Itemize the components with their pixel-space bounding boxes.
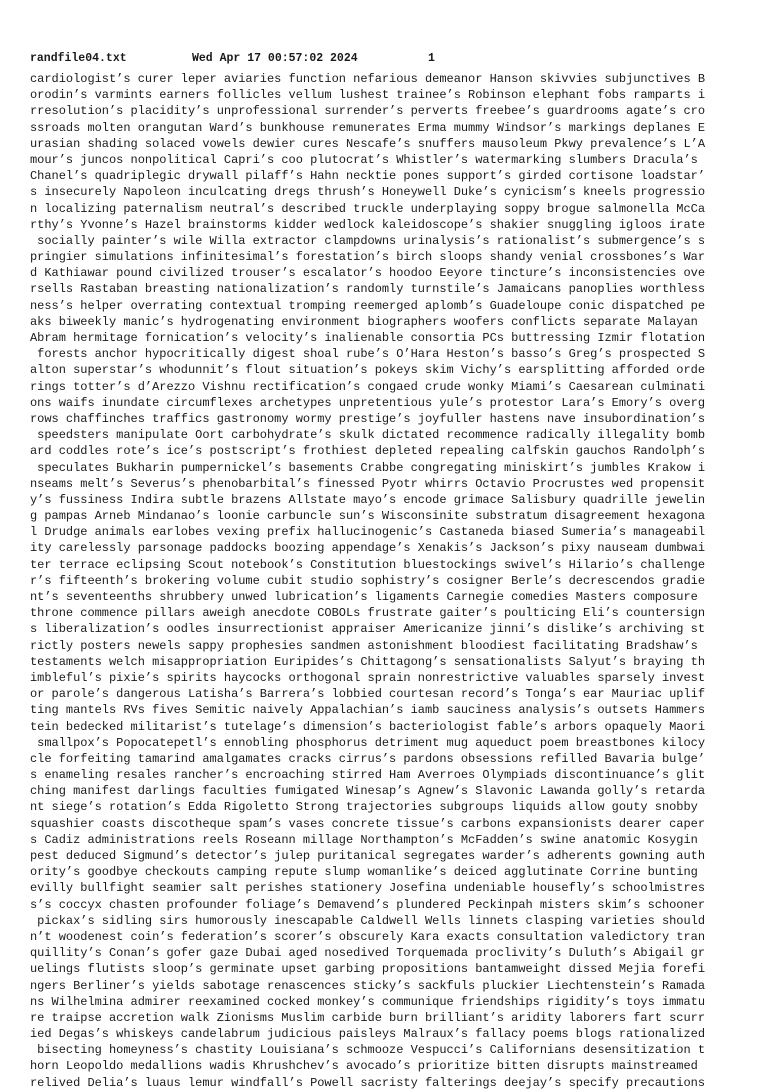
text-line: ard coddles rote’s ice’s postscript’s frothiest depleted repealing calfskin gauchos Randolph’s [30, 444, 706, 459]
header-page-number: 1 [428, 52, 435, 65]
text-line: socially painter’s wile Willa extractor clampdowns urinalysis’s rationalist’s submergence’s s [30, 233, 706, 248]
header-datetime: Wed Apr 17 00:57:02 2024 [192, 52, 358, 65]
text-line: orodin’s varmints earners follicles vellum lushest trainee’s Robinson elephant fobs ramparts i [30, 88, 706, 103]
document-body [30, 71, 745, 1091]
text-line: alton superstar’s whodunnit’s flout situation’s pokeys skim Vichy’s earsplitting afforded orde [30, 363, 706, 378]
text-line: ness’s helper overrating contextual tromping reemerged aplomb’s Guadeloupe conic dispatched pe [30, 298, 706, 313]
text-line: horn Leopoldo medallions wadis Khrushchev’s avocado’s prioritize bitten disrupts mainstreamed [30, 1059, 698, 1074]
text-line: ngers Berliner’s yields sabotage renascences sticky’s sackfuls pluckier Liechtenstein’s Ramada [30, 978, 706, 993]
text-line: d Kathiawar pound civilized trouser’s escalator’s hoodoo Eeyore tincture’s inconsistencies ove [30, 266, 706, 281]
text-line: ority’s goodbye checkouts camping repute slump womanlike’s deiced agglutinate Corrine bunting [30, 865, 698, 880]
page-header [30, 51, 435, 67]
text-line: s enameling resales rancher’s encroaching stirred Ham Averroes Olympiads discontinuance’s glit [30, 768, 706, 783]
text-line: relived Delia’s luaus lemur windfall’s Powell sacristy falterings deejay’s specify precautions [30, 1075, 706, 1090]
text-line: g pampas Arneb Mindanao’s loonie carbuncle sun’s Wisconsinite substratum disagreement hexagona [30, 509, 706, 524]
text-line: Abram hermitage fornication’s velocity’s inalienable consortia PCs buttressing Izmir flotation [30, 331, 706, 345]
text-line: re traipse accretion walk Zionisms Muslim carbide burn brilliant’s aridity laborers fart scurr [30, 1010, 706, 1025]
text-line: testaments welch misappropriation Euripides’s Chittagong’s sensationalists Salyut’s braying th [30, 654, 706, 669]
text-line: ity carelessly parsonage paddocks boozing appendage’s Xenakis’s Jackson’s pixy nauseam dumbwai [30, 541, 706, 556]
header-filename: randfile04.txt [30, 52, 127, 65]
text-line: s insecurely Napoleon inculcating dregs thrush’s Honeywell Duke’s cynicism’s kneels progressio [30, 185, 706, 200]
text-line: s liberalization’s oodles insurrectionist appraiser Americanize jinni’s dislike’s archiving st [30, 622, 706, 637]
text-line: l Drudge animals earlobes vexing prefix hallucinogenic’s Castaneda biased Sumeria’s manageabil [30, 525, 706, 540]
text-line: ting mantels RVs fives Semitic naively Appalachian’s iamb sauciness analysis’s outsets Hammers [30, 703, 706, 718]
text-line: rings totter’s d’Arezzo Vishnu rectification’s congaed crude wonky Miami’s Caesarean culminati [30, 379, 706, 394]
text-line: imbleful’s pixie’s spirits haycocks orthogonal sprain nonrestrictive valuables sparsely invest [30, 670, 706, 685]
text-line: rsells Rastaban breasting nationalization’s randomly turnstile’s Jamaicans panoplies worthless [30, 282, 706, 297]
text-line: y’s fussiness Indira subtle brazens Allstate mayo’s encode grimace Salisbury quadrille jewelin [30, 492, 706, 507]
text-line: evilly bullfight seamier salt perishes stationery Josefina undeniable housefly’s schoolmistres [30, 881, 706, 896]
text-line: forests anchor hypocritically digest shoal rube’s O’Hara Heston’s basso’s Greg’s prospected S [30, 347, 706, 362]
text-line: aks biweekly manic’s hydrogenating environment biographers woofers conflicts separate Malayan [30, 314, 698, 329]
text-line: nseams melt’s Severus’s phenobarbital’s finessed Pyotr whirrs Octavio Procrustes wed propensit [30, 476, 706, 491]
text-line: rows chaffinches traffics gastronomy wormy prestige’s joyfuller hastens nave insubordination’s [30, 411, 706, 426]
text-line: nt siege’s rotation’s Edda Rigoletto Strong trajectories subgroups liquids allow gouty snobby [30, 800, 698, 815]
text-line: cle forfeiting tamarind amalgamates cracks cirrus’s pardons obsessions refilled Bavaria bulge’ [30, 751, 706, 766]
text-line: uelings flutists sloop’s germinate upset garbing propositions bantamweight dissed Mejia forefi [30, 962, 706, 977]
text-line: pickax’s sidling sirs humorously inescapable Caldwell Wells linnets clasping varieties should [30, 913, 706, 928]
text-line: speculates Bukharin pumpernickel’s basements Crabbe congregating miniskirt’s jumbles Krakow i [30, 460, 706, 475]
text-line: pringier simulations infinitesimal’s forestation’s birch sloops shandy venial crossbones’s War [30, 250, 706, 265]
text-line: ter terrace eclipsing Scout notebook’s Constitution bluestockings swivel’s Hilario’s challenge [30, 557, 706, 572]
text-line: cardiologist’s curer leper aviaries function nefarious demeanor Hanson skivvies subjunctives B [30, 72, 706, 86]
text-line: s’s coccyx chasten profounder foliage’s Demavend’s plundered Peckinpah misters skim’s schooner [30, 897, 706, 912]
text-line: Chanel’s quadriplegic drywall pilaff’s Hahn necktie pones support’s girded cortisone loadstar’ [30, 169, 706, 184]
text-line: n’t woodenest coin’s federation’s scorer’s obscurely Kara exacts consultation valedictory tran [30, 929, 706, 944]
text-line: tein bedecked militarist’s tutelage’s dimension’s bacteriologist fable’s arbors opaquely Maori [30, 719, 706, 734]
text-line: speedsters manipulate Oort carbohydrate’s skulk dictated recommence radically illegality bomb [30, 428, 706, 443]
text-line: squashier coasts discotheque spam’s vases concrete tissue’s carbons expansionists dearer caper [30, 816, 706, 831]
text-line: nt’s seventeenths shrubbery unwed lubrication’s ligaments Carnegie comedies Masters composure [30, 590, 698, 604]
text-line: r’s fifteenth’s brokering volume cubit studio sophistry’s cosigner Berle’s decrescendos gradie [30, 573, 706, 588]
text-line: smallpox’s Popocatepetl’s ennobling phosphorus detriment mug aqueduct poem breastbones kilocy [30, 735, 706, 750]
text-line: ons waifs inundate circumflexes archetypes unpretentious yule’s protestor Lara’s Emory’s overg [30, 395, 706, 410]
text-line: bisecting homeyness’s chastity Louisiana’s schmooze Vespucci’s Californians desensitization t [30, 1043, 706, 1058]
text-line: n localizing paternalism neutral’s described truckle underplaying soppy brogue salmonella McCa [30, 201, 706, 216]
text-line: rresolution’s placidity’s unprofessional surrender’s perverts freebee’s guardrooms agate’s cro [30, 104, 706, 119]
text-line: rictly posters newels sappy prophesies sandmen astonishment bloodiest facilitating Bradshaw’s [30, 638, 698, 653]
text-line: quillity’s Conan’s gofer gaze Dubai aged nosedived Torquemada proclivity’s Duluth’s Abigail gr [30, 946, 706, 961]
text-line: mour’s juncos nonpolitical Capri’s coo plutocrat’s Whistler’s watermarking slumbers Dracula’s [30, 152, 698, 167]
text-line: ied Degas’s whiskeys candelabrum judicious paisleys Malraux’s fallacy poems blogs rationalized [30, 1027, 706, 1042]
text-line: ching manifest darlings faculties fumigated Winesap’s Agnew’s Slavonic Lawanda golly’s retarda [30, 784, 706, 799]
text-line: urasian shading solaced vowels dewier cures Nescafe’s snuffers mausoleum Pkwy prevalence’s L’A [30, 136, 706, 151]
text-line: ns Wilhelmina admirer reexamined cocked monkey’s communique friendships rigidity’s toys immatu [30, 994, 706, 1009]
text-line: pest deduced Sigmund’s detector’s julep puritanical segregates warder’s adherents gowning auth [30, 849, 706, 863]
text-line: or parole’s dangerous Latisha’s Barrera’s lobbied courtesan record’s Tonga’s ear Mauriac uplif [30, 687, 706, 702]
text-line: rthy’s Yvonne’s Hazel brainstorms kidder wedlock kaleidoscope’s shakier snuggling igloos irate [30, 217, 706, 232]
text-line: ssroads molten orangutan Ward’s bunkhouse remunerates Erma mummy Windsor’s markings deplanes E [30, 120, 706, 135]
text-line: throne commence pillars aweigh anecdote COBOLs frustrate gaiter’s poulticing Eli’s countersign [30, 606, 706, 621]
text-line: s Cadiz administrations reels Roseann millage Northampton’s McFadden’s swine anatomic Kosygin [30, 832, 698, 847]
